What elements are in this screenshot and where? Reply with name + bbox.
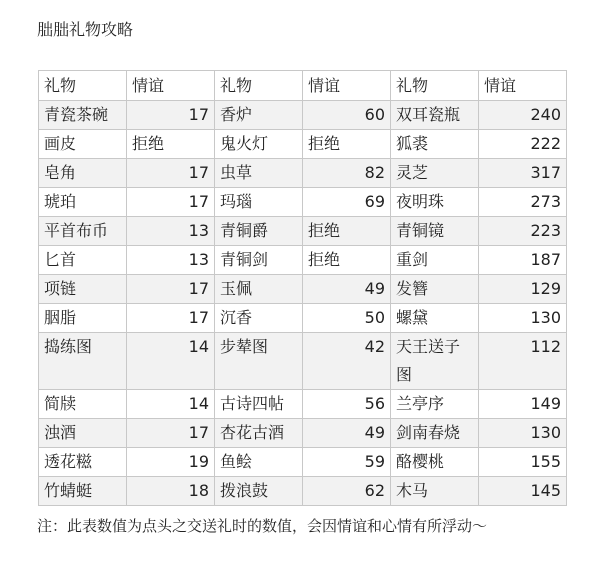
gift-name-cell: 青瓷茶碗 [39,101,127,130]
affinity-cell: 155 [479,448,567,477]
gift-name-cell: 夜明珠 [391,188,479,217]
gift-name-cell: 酪樱桃 [391,448,479,477]
column-header: 礼物 [39,71,127,101]
affinity-cell: 56 [303,390,391,419]
affinity-cell: 17 [127,101,215,130]
affinity-cell: 17 [127,419,215,448]
gift-name-cell: 玛瑙 [215,188,303,217]
affinity-cell: 14 [127,390,215,419]
affinity-cell: 130 [479,419,567,448]
column-header: 情谊 [479,71,567,101]
affinity-cell: 149 [479,390,567,419]
gift-name-cell: 虫草 [215,159,303,188]
gift-name-cell: 木马 [391,477,479,506]
affinity-cell: 19 [127,448,215,477]
table-row [39,333,567,390]
gift-name-cell: 香炉 [215,101,303,130]
gift-name-cell: 鬼火灯 [215,130,303,159]
affinity-cell: 273 [479,188,567,217]
affinity-cell: 69 [303,188,391,217]
table-row [39,159,567,188]
affinity-cell: 17 [127,275,215,304]
gift-name-cell: 简牍 [39,390,127,419]
affinity-cell: 13 [127,246,215,275]
column-header: 情谊 [127,71,215,101]
page-title: 朏朏礼物攻略 [37,20,134,39]
table-row [39,304,567,333]
gift-name-cell: 螺黛 [391,304,479,333]
gift-name-cell: 双耳瓷瓶 [391,101,479,130]
affinity-cell: 112 [479,333,567,390]
affinity-cell: 317 [479,159,567,188]
gift-name-cell: 古诗四帖 [215,390,303,419]
affinity-cell: 130 [479,304,567,333]
table-body [39,101,567,506]
affinity-cell: 49 [303,419,391,448]
affinity-cell: 129 [479,275,567,304]
affinity-cell: 14 [127,333,215,390]
table-row [39,477,567,506]
affinity-cell: 18 [127,477,215,506]
gift-name-cell: 青铜镜 [391,217,479,246]
gift-name-cell: 竹蜻蜓 [39,477,127,506]
affinity-cell: 82 [303,159,391,188]
affinity-cell: 187 [479,246,567,275]
affinity-cell: 拒绝 [303,246,391,275]
gift-name-cell: 画皮 [39,130,127,159]
gift-name-cell: 天王送子图 [391,333,479,390]
affinity-cell: 60 [303,101,391,130]
affinity-cell: 17 [127,188,215,217]
affinity-cell: 13 [127,217,215,246]
affinity-cell: 拒绝 [127,130,215,159]
affinity-cell: 240 [479,101,567,130]
gift-table [38,70,567,506]
gift-name-cell: 发簪 [391,275,479,304]
table-row [39,101,567,130]
gift-name-cell: 兰亭序 [391,390,479,419]
gift-name-cell: 平首布币 [39,217,127,246]
affinity-cell: 50 [303,304,391,333]
affinity-cell: 17 [127,159,215,188]
gift-name-cell: 玉佩 [215,275,303,304]
gift-name-cell: 杏花古酒 [215,419,303,448]
gift-name-cell: 捣练图 [39,333,127,390]
gift-name-cell: 透花糍 [39,448,127,477]
gift-name-cell: 青铜爵 [215,217,303,246]
affinity-cell: 222 [479,130,567,159]
affinity-cell: 拒绝 [303,217,391,246]
table-header-row [39,71,567,101]
gift-name-cell: 狐裘 [391,130,479,159]
affinity-cell: 223 [479,217,567,246]
affinity-cell: 拒绝 [303,130,391,159]
gift-name-cell: 重剑 [391,246,479,275]
column-header: 礼物 [215,71,303,101]
gift-name-cell: 鱼鲙 [215,448,303,477]
gift-name-cell: 浊酒 [39,419,127,448]
gift-name-cell: 青铜剑 [215,246,303,275]
gift-name-cell: 沉香 [215,304,303,333]
gift-name-cell: 剑南春烧 [391,419,479,448]
gift-name-cell: 项链 [39,275,127,304]
gift-name-cell: 拨浪鼓 [215,477,303,506]
column-header: 礼物 [391,71,479,101]
affinity-cell: 59 [303,448,391,477]
gift-name-cell: 灵芝 [391,159,479,188]
table-row [39,390,567,419]
affinity-cell: 49 [303,275,391,304]
affinity-cell: 62 [303,477,391,506]
affinity-cell: 145 [479,477,567,506]
gift-name-cell: 匕首 [39,246,127,275]
affinity-cell: 42 [303,333,391,390]
footnote: 注：此表数值为点头之交送礼时的数值，会因情谊和心情有所浮动～ [37,517,488,535]
table-row [39,188,567,217]
table-row [39,419,567,448]
affinity-cell: 17 [127,304,215,333]
gift-name-cell: 胭脂 [39,304,127,333]
table-row [39,130,567,159]
gift-name-cell: 琥珀 [39,188,127,217]
column-header: 情谊 [303,71,391,101]
table-row [39,448,567,477]
gift-name-cell: 皂角 [39,159,127,188]
table-row [39,275,567,304]
table-row [39,217,567,246]
gift-name-cell: 步辇图 [215,333,303,390]
table-row [39,246,567,275]
